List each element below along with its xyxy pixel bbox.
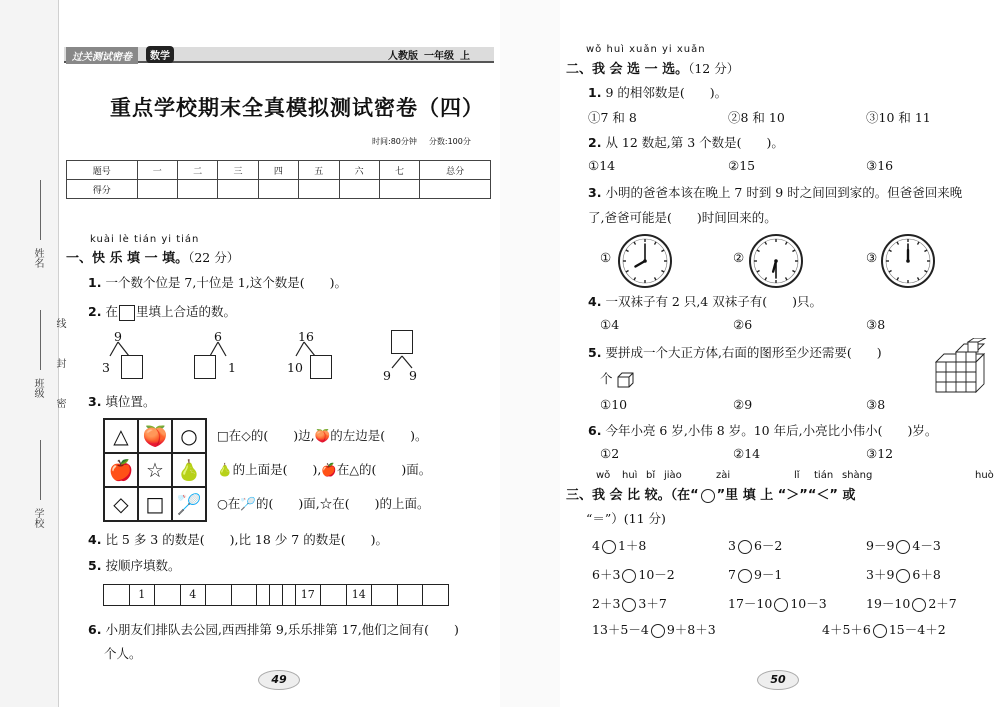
answer-box[interactable]	[194, 355, 216, 379]
q-num: 5.	[588, 345, 602, 360]
q-text: 9 的相邻数是( )。	[605, 85, 728, 100]
q-text: 个	[600, 371, 613, 386]
q-text: 在	[105, 304, 118, 319]
comparison-item	[592, 594, 667, 612]
position-line-1: □在◇的( )边,🍑的左边是( )。	[217, 428, 428, 443]
number-trees	[96, 326, 426, 386]
option-2-2-a[interactable]: ①14	[588, 158, 616, 173]
sequence-cell: 17	[295, 584, 322, 606]
cell: 五	[299, 161, 339, 180]
s3-pinyin-7: tián	[814, 470, 834, 481]
term: 上	[460, 51, 470, 62]
compare-answer-circle[interactable]	[602, 540, 616, 554]
compare-right: 10－2	[638, 567, 675, 582]
section3-title: 三、我 会 比 较。（在“	[566, 488, 699, 503]
compare-answer-circle[interactable]	[873, 624, 887, 638]
sequence-row-a	[104, 584, 283, 606]
cell: 一	[137, 161, 177, 180]
compare-right: 9＋8＋3	[666, 622, 716, 637]
q-num: 4.	[88, 532, 102, 547]
question-2-1	[588, 83, 727, 101]
tree1-top: 9	[114, 329, 122, 344]
sequence-cell[interactable]	[205, 584, 232, 606]
peach-icon: 🍑	[138, 419, 172, 453]
circle-icon: ○	[172, 419, 206, 453]
score-table	[66, 160, 491, 199]
sequence-row-b	[270, 584, 449, 606]
s3-pinyin-3: bǐ	[646, 470, 656, 481]
compare-right: 4－3	[912, 538, 941, 553]
option-2-3-c[interactable]: ③	[866, 250, 878, 265]
square-icon: □	[138, 487, 172, 521]
sequence-cell[interactable]	[397, 584, 424, 606]
option-2-6-c[interactable]: ③12	[866, 446, 894, 461]
compare-left: 3	[728, 538, 736, 553]
series-badge: 过关测试密卷	[66, 47, 138, 64]
clock-icon	[617, 233, 673, 289]
s3-pinyin-6: lǐ	[794, 470, 800, 481]
square-symbol	[119, 305, 135, 321]
q-text: 按顺序填数。	[105, 558, 181, 573]
compare-right: 2＋7	[928, 596, 957, 611]
grade: 一年级	[424, 51, 454, 62]
q-num: 1.	[588, 85, 602, 100]
section2-pinyin: wǒ huì xuǎn yi xuǎn	[586, 44, 706, 55]
question-2-3	[588, 183, 962, 201]
q-text: 一双袜子有 2 只,4 双袜子有( )只。	[605, 294, 822, 309]
edition-info	[388, 47, 470, 62]
q-num: 5.	[88, 558, 102, 573]
score-table-row	[67, 180, 491, 199]
s3-pinyin-8: shàng	[842, 470, 873, 481]
q-text: 小明的爸爸本该在晚上 7 时到 9 时之间回到家的。但爸爸回来晚	[605, 185, 963, 200]
clock-center	[643, 259, 647, 263]
cell: 总分	[420, 161, 491, 180]
score-input-cell[interactable]	[178, 180, 218, 199]
compare-left: 9－9	[866, 538, 895, 553]
section2-points: （12 分）	[688, 61, 740, 76]
sequence-cell: 1	[129, 584, 156, 606]
cell: 三	[218, 161, 258, 180]
section1-points: （22 分）	[188, 250, 240, 265]
compare-answer-circle[interactable]	[622, 569, 636, 583]
option-2-3-b[interactable]: ②	[733, 250, 745, 265]
q-num: 1.	[88, 275, 102, 290]
edition: 人教版	[388, 51, 418, 62]
compare-left: 6＋3	[592, 567, 621, 582]
option-2-6-b[interactable]: ②14	[733, 446, 761, 461]
s3-pinyin-9: huò	[975, 470, 994, 481]
tree3-top: 16	[298, 329, 314, 344]
option-2-1-a[interactable]: ①7 和 8	[588, 110, 637, 125]
section1-title: 一、快 乐 填 一 填。	[66, 251, 189, 266]
class-label: 班级	[32, 378, 43, 398]
option-2-5-b[interactable]: ②9	[733, 397, 753, 412]
clock-center	[774, 259, 778, 263]
sequence-cell: 4	[180, 584, 207, 606]
sequence-cell[interactable]	[320, 584, 347, 606]
section2-title: 二、我 会 选 一 选。	[566, 62, 689, 77]
cell: 题号	[67, 161, 138, 180]
class-line	[40, 310, 41, 370]
q-num: 6.	[588, 423, 602, 438]
q-num: 3.	[88, 394, 102, 409]
q-text: 今年小亮 6 岁,小伟 8 岁。10 年后,小亮比小伟小( )岁。	[605, 423, 938, 438]
sequence-cell[interactable]	[231, 584, 258, 606]
question-2-5	[588, 343, 882, 361]
section2-heading	[566, 58, 739, 77]
sequence-cell[interactable]	[422, 584, 449, 606]
s3-pinyin-1: wǒ	[596, 470, 611, 481]
score-input-cell[interactable]	[420, 180, 491, 199]
comparison-item	[592, 620, 716, 638]
section3-line2: “＝”）(11 分)	[586, 511, 666, 526]
compare-answer-circle[interactable]	[622, 598, 636, 612]
compare-answer-circle[interactable]	[738, 540, 752, 554]
page-number-left: 49	[258, 670, 300, 690]
compare-answer-circle[interactable]	[738, 569, 752, 583]
cube-icon	[617, 372, 635, 388]
compare-right: 15－4＋2	[888, 622, 946, 637]
position-line-2: 🍐的上面是( ),🍎在△的( )面。	[217, 462, 432, 477]
stacked-cubes-icon	[932, 338, 994, 394]
compare-left: 7	[728, 567, 736, 582]
q-num: 4.	[588, 294, 602, 309]
compare-left: 13＋5－4	[592, 622, 649, 637]
s3-pinyin-5: zài	[716, 470, 731, 481]
s3-pinyin-2: huì	[622, 470, 638, 481]
compare-right: 6－2	[753, 538, 783, 553]
tree-branch	[392, 356, 412, 368]
compare-left: 4	[592, 538, 600, 553]
cell: 二	[178, 161, 218, 180]
answer-box[interactable]	[391, 330, 413, 354]
score-input-cell[interactable]	[258, 180, 298, 199]
option-2-5-a[interactable]: ①10	[600, 397, 628, 412]
compare-right: 9－1	[753, 567, 783, 582]
compare-right: 10－3	[790, 596, 827, 611]
question-1-6	[88, 620, 459, 638]
sequence-cell[interactable]	[371, 584, 398, 606]
score-input-cell[interactable]	[299, 180, 339, 199]
tree-branch	[210, 342, 226, 356]
option-2-4-c[interactable]: ③8	[866, 317, 886, 332]
option-2-4-b[interactable]: ②6	[733, 317, 753, 332]
option-2-6-a[interactable]: ①2	[600, 446, 620, 461]
comparison-item	[728, 594, 827, 612]
sequence-cell[interactable]	[103, 584, 130, 606]
compare-left: 19－10	[866, 596, 911, 611]
school-label: 学校	[32, 508, 43, 528]
question-2-6	[588, 421, 937, 439]
clock-icon	[880, 233, 936, 289]
seal-char-2: 封	[54, 358, 65, 368]
time-info: 时间:80分钟	[372, 137, 417, 146]
cell: 得分	[67, 180, 138, 199]
option-2-3-a[interactable]: ①	[600, 250, 612, 265]
question-2-2	[588, 133, 784, 151]
sequence-cell: 14	[346, 584, 373, 606]
q-text: 填位置。	[105, 394, 156, 409]
compare-right: 1＋8	[617, 538, 647, 553]
compare-left: 2＋3	[592, 596, 621, 611]
compare-answer-circle[interactable]	[774, 598, 788, 612]
score-input-cell[interactable]	[379, 180, 419, 199]
tree2-top: 6	[214, 329, 222, 344]
compare-answer-circle[interactable]	[896, 569, 910, 583]
exam-meta	[372, 136, 471, 147]
option-2-1-b[interactable]: ②8 和 10	[728, 110, 785, 125]
comparison-item	[866, 536, 941, 554]
question-1-6-cont: 个人。	[104, 646, 142, 661]
comparison-item	[728, 536, 782, 554]
seal-char-3: 密	[54, 398, 65, 408]
pear-icon: 🍐	[172, 453, 206, 487]
clock-icon	[748, 233, 804, 289]
comparison-item	[822, 620, 946, 638]
question-2-4	[588, 292, 822, 310]
question-1-3	[88, 392, 155, 410]
option-2-2-b[interactable]: ②15	[728, 158, 756, 173]
apple-icon: 🍎	[104, 453, 138, 487]
compare-left: 4＋5＋6	[822, 622, 871, 637]
circle-symbol	[701, 489, 715, 503]
star-icon: ☆	[138, 453, 172, 487]
clock-center	[906, 259, 910, 263]
option-2-1-c[interactable]: ③10 和 11	[866, 110, 931, 125]
compare-answer-circle[interactable]	[896, 540, 910, 554]
tree1-left: 3	[102, 360, 110, 375]
s3-pinyin-4: jiào	[664, 470, 682, 481]
page-number-right: 50	[757, 670, 799, 690]
q-num: 3.	[588, 185, 602, 200]
q-text: 从 12 数起,第 3 个数是( )。	[605, 135, 784, 150]
q-text: 要拼成一个大正方体,右面的图形至少还需要( )	[605, 345, 882, 360]
page-title: 重点学校期末全真模拟测试密卷（四）	[110, 95, 484, 120]
compare-right: 6＋8	[912, 567, 941, 582]
section3-title-mid: ”里 填 上 “＞”“＜” 或	[716, 488, 856, 503]
compare-left: 3＋9	[866, 567, 895, 582]
comparison-item	[866, 594, 957, 612]
name-line	[40, 180, 41, 240]
answer-box[interactable]	[310, 355, 332, 379]
option-2-2-c[interactable]: ③16	[866, 158, 894, 173]
score-table-header	[67, 161, 491, 180]
score-input-cell[interactable]	[218, 180, 258, 199]
q-num: 6.	[88, 622, 102, 637]
q-text: 里填上合适的数。	[135, 304, 236, 319]
center-gutter	[500, 0, 560, 707]
compare-right: 3＋7	[638, 596, 667, 611]
compare-answer-circle[interactable]	[912, 598, 926, 612]
comparison-item	[592, 565, 675, 583]
option-2-5-c[interactable]: ③8	[866, 397, 886, 412]
cell: 四	[258, 161, 298, 180]
section1-heading	[66, 247, 239, 266]
question-2-5-cont	[600, 369, 635, 388]
question-1-2	[88, 302, 236, 321]
q-num: 2.	[588, 135, 602, 150]
q-num: 2.	[88, 304, 102, 319]
comparison-item	[728, 565, 782, 583]
answer-box[interactable]	[121, 355, 143, 379]
score-input-cell[interactable]	[339, 180, 379, 199]
cell: 六	[339, 161, 379, 180]
section3-heading	[566, 484, 855, 503]
diamond-icon: ◇	[104, 487, 138, 521]
comparison-item	[592, 536, 646, 554]
compare-answer-circle[interactable]	[651, 624, 665, 638]
binding-sidebar	[0, 0, 65, 707]
comparison-item	[866, 565, 941, 583]
question-1-4	[88, 530, 388, 548]
school-line	[40, 440, 41, 500]
compare-left: 17－10	[728, 596, 773, 611]
question-2-3-cont: 了,爸爸可能是( )时间回来的。	[588, 210, 777, 225]
position-grid	[103, 418, 207, 522]
position-line-3: ○在🏸的( )面,☆在( )的上面。	[217, 496, 430, 511]
tree-branch	[110, 342, 129, 356]
tree3-left: 10	[287, 360, 303, 375]
q-text: 比 5 多 3 的数是( ),比 18 少 7 的数是( )。	[105, 532, 388, 547]
score-info: 分数:100分	[428, 137, 471, 146]
q-text: 小朋友们排队去公园,西西排第 9,乐乐排第 17,他们之间有( )	[105, 622, 459, 637]
sequence-cell[interactable]	[154, 584, 181, 606]
option-2-4-a[interactable]: ①4	[600, 317, 620, 332]
seal-char-1: 线	[54, 318, 65, 328]
tree2-right: 1	[228, 360, 236, 375]
question-1-5	[88, 556, 180, 574]
subject-badge: 数学	[146, 46, 174, 63]
section1-pinyin: kuài lè tián yi tián	[90, 234, 200, 245]
triangle-icon: △	[104, 419, 138, 453]
question-1-1	[88, 273, 347, 291]
tree-branch	[296, 342, 315, 356]
name-label: 姓名	[32, 248, 43, 268]
tree4-right: 9	[409, 368, 417, 383]
cell: 七	[379, 161, 419, 180]
sequence-cell[interactable]	[269, 584, 296, 606]
q-text: 一个数个位是 7,十位是 1,这个数是( )。	[105, 275, 347, 290]
shuttlecock-icon: 🏸	[172, 487, 206, 521]
tree4-left: 9	[383, 368, 391, 383]
score-input-cell[interactable]	[137, 180, 177, 199]
